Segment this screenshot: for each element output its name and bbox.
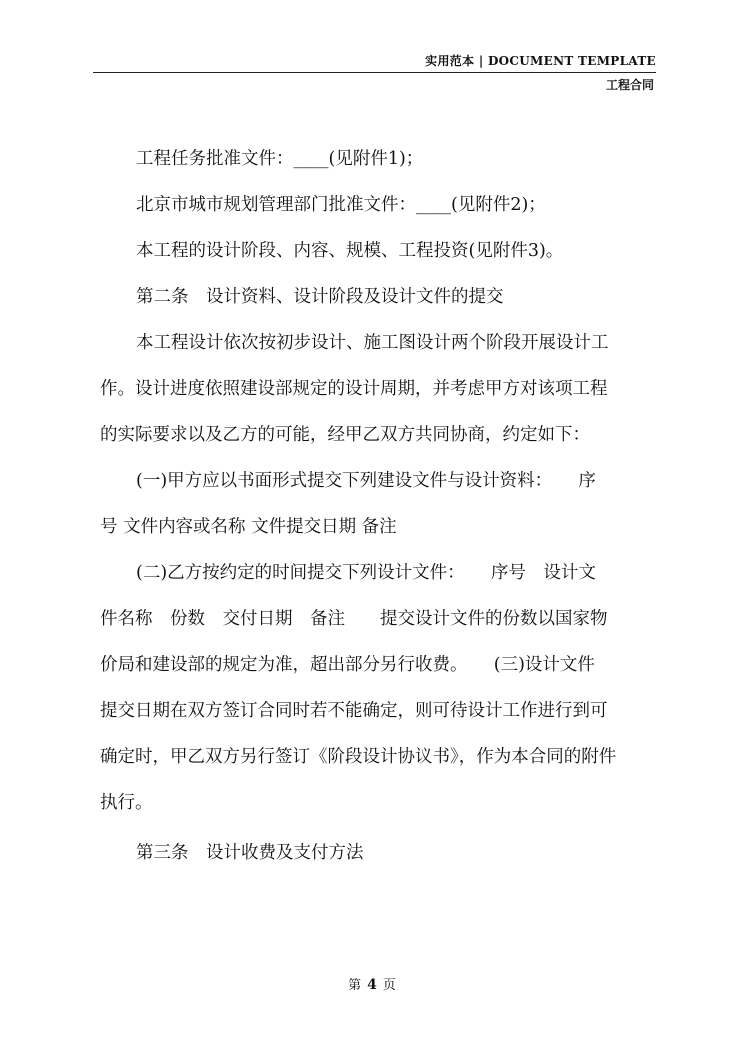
text-line: 件名称 份数 交付日期 备注 提交设计文件的份数以国家物 (100, 609, 608, 629)
text-line: 作。设计进度依照建设部规定的设计周期，并考虑甲方对该项工程 (100, 379, 608, 399)
text-line: 工程任务批准文件：____(见附件1)； (136, 149, 424, 169)
text-line: 价局和建设部的规定为准，超出部分另行收费。 (三)设计文件 (100, 655, 595, 675)
document-body (100, 136, 653, 876)
footer-suffix: 页 (382, 978, 396, 993)
header-title: 实用范本 | DOCUMENT TEMPLATE (425, 54, 656, 68)
header-subtitle: 工程合同 (605, 78, 654, 92)
text-line: (二)乙方按约定的时间提交下列设计文件： 序号 设计文 (136, 563, 596, 583)
text-line: 本工程设计依次按初步设计、施工图设计两个阶段开展设计工 (136, 333, 609, 353)
footer-prefix: 第 (348, 978, 362, 993)
article-heading: 第三条 设计收费及支付方法 (136, 843, 364, 863)
text-line: (一)甲方应以书面形式提交下列建设文件与设计资料： 序 (136, 471, 596, 491)
text-line: 号 文件内容或名称 文件提交日期 备注 (100, 517, 397, 537)
text-line: 北京市城市规划管理部门批准文件：____(见附件2)； (136, 195, 546, 215)
header-rule (93, 72, 656, 73)
text-line: 确定时，甲乙双方另行签订《阶段设计协议书》，作为本合同的附件 (100, 747, 617, 767)
text-line: 的实际要求以及乙方的可能，经甲乙双方共同协商，约定如下： (100, 425, 590, 445)
text-line: 本工程的设计阶段、内容、规模、工程投资(见附件3)。 (136, 241, 564, 261)
article-heading: 第二条 设计资料、设计阶段及设计文件的提交 (136, 287, 504, 307)
text-line: 执行。 (100, 793, 153, 813)
page-footer (0, 974, 744, 993)
page-number: 4 (367, 977, 377, 993)
text-line: 提交日期在双方签订合同时若不能确定，则可待设计工作进行到可 (100, 701, 608, 721)
